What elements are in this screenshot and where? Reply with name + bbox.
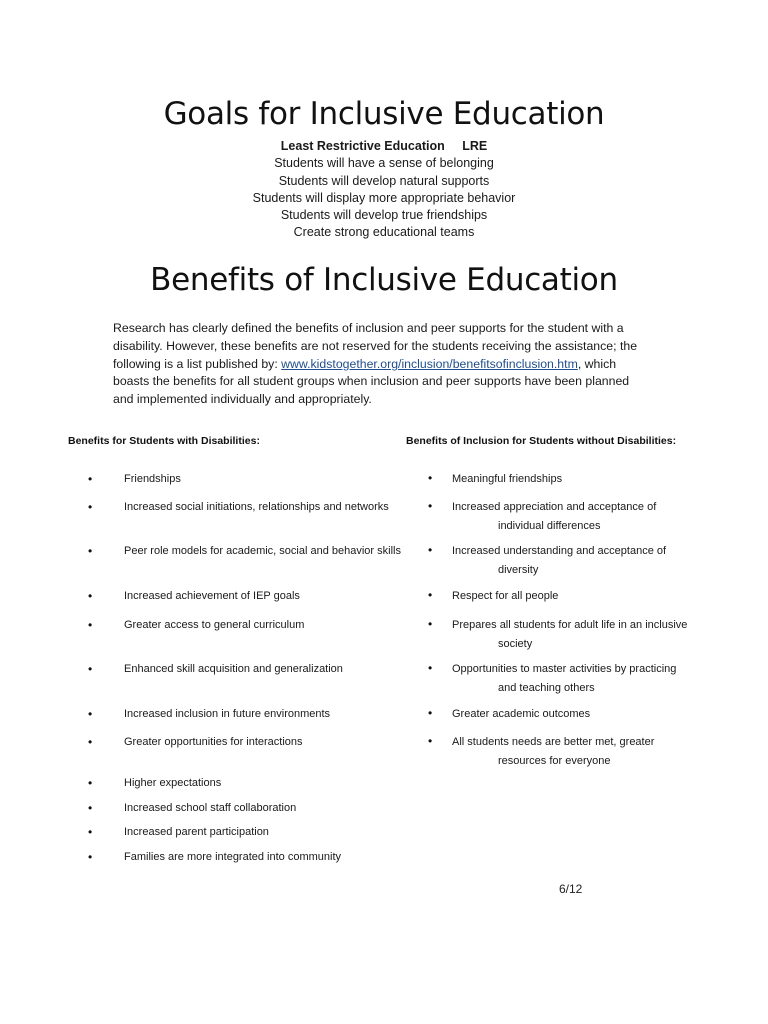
list-item: Increased achievement of IEP goals	[124, 590, 300, 602]
list-item	[452, 470, 712, 489]
benefits-title: Benefits of Inclusive Education	[150, 262, 618, 298]
list-item-continuation: society	[498, 637, 533, 650]
list-item: Increased social initiations, relationships and networks	[124, 501, 389, 513]
left-column-heading: Benefits for Students with Disabilities:	[68, 435, 260, 447]
goal-item: Create strong educational teams	[293, 225, 475, 240]
list-item-line: Greater academic outcomes	[452, 708, 591, 720]
bullet-icon: •	[428, 471, 433, 485]
list-item: Higher expectations	[124, 777, 222, 789]
bullet-icon: •	[88, 589, 93, 603]
bullet-icon: •	[428, 617, 433, 631]
goals-lead-abbrev: LRE	[462, 139, 488, 153]
bullet-icon: •	[88, 801, 93, 815]
bullet-icon: •	[88, 472, 93, 486]
bullet-icon: •	[88, 850, 93, 864]
bullet-icon: •	[88, 735, 93, 749]
list-item: Increased school staff collaboration	[124, 802, 297, 814]
intro-text-end: , which boasts the benefits for all student groups when inclusion and peer supports have been planned and implemented individually and appropriately.	[113, 356, 630, 407]
bullet-icon: •	[428, 734, 433, 748]
goals-lead-line	[0, 138, 768, 155]
list-item-line: Opportunities to master activities by practicing	[452, 663, 677, 675]
bullet-icon: •	[88, 707, 93, 721]
list-item: Increased inclusion in future environments	[124, 708, 331, 720]
goal-item: Students will display more appropriate behavior	[252, 190, 516, 205]
list-item: Friendships	[124, 473, 181, 485]
bullet-icon: •	[88, 500, 93, 514]
list-item-continuation: resources for everyone	[498, 754, 611, 767]
bullet-icon: •	[428, 543, 433, 557]
goals-lead: Least Restrictive Education	[280, 139, 445, 153]
goals-title: Goals for Inclusive Education	[163, 96, 605, 132]
list-item	[452, 733, 712, 770]
bullet-icon: •	[428, 499, 433, 513]
list-item: Greater opportunities for interactions	[124, 736, 303, 748]
goal-item: Students will develop true friendships	[280, 208, 488, 223]
bullet-icon: •	[428, 706, 433, 720]
page-number: 6/12	[559, 882, 583, 896]
list-item-line: Increased appreciation and acceptance of	[452, 501, 657, 513]
list-item: Peer role models for academic, social and behavior skills	[124, 545, 401, 557]
list-item-continuation: individual differences	[498, 519, 601, 532]
list-item-line: Meaningful friendships	[452, 473, 563, 485]
list-item-continuation: and teaching others	[498, 681, 595, 694]
list-item-line: Respect for all people	[452, 590, 559, 602]
list-item-continuation: diversity	[498, 563, 539, 576]
list-item: Increased parent participation	[124, 826, 269, 838]
list-item	[452, 705, 712, 724]
list-item-line: Prepares all students for adult life in an inclusive	[452, 619, 688, 631]
kidstogether-link[interactable]: www.kidstogether.org/inclusion/benefitsofinclusion.htm	[281, 356, 578, 371]
bullet-icon: •	[88, 662, 93, 676]
bullet-icon: •	[88, 776, 93, 790]
list-item	[452, 660, 712, 697]
bullet-icon: •	[88, 544, 93, 558]
list-item: Families are more integrated into community	[124, 851, 342, 863]
bullet-icon: •	[428, 588, 433, 602]
bullet-icon: •	[88, 825, 93, 839]
bullet-icon: •	[88, 618, 93, 632]
list-item-line: Increased understanding and acceptance of	[452, 545, 667, 557]
list-item	[452, 616, 712, 653]
list-item	[452, 587, 712, 606]
list-item-line: All students needs are better met, greater	[452, 736, 655, 748]
intro-paragraph	[113, 320, 653, 409]
list-item	[452, 542, 712, 579]
intro-text: Research has clearly defined the benefits of inclusion and peer supports for the student with a disability. However, these benefits are not reserved for the students receiving the assistance; the following is a list published by:	[113, 321, 638, 371]
right-column-heading: Benefits of Inclusion for Students without Disabilities:	[406, 435, 677, 447]
list-item: Enhanced skill acquisition and generalization	[124, 663, 343, 675]
list-item	[452, 498, 712, 535]
goals-list	[0, 138, 768, 242]
goal-item: Students will have a sense of belonging	[274, 156, 494, 171]
bullet-icon: •	[428, 661, 433, 675]
goal-item: Students will develop natural supports	[278, 173, 490, 188]
list-item: Greater access to general curriculum	[124, 619, 305, 631]
